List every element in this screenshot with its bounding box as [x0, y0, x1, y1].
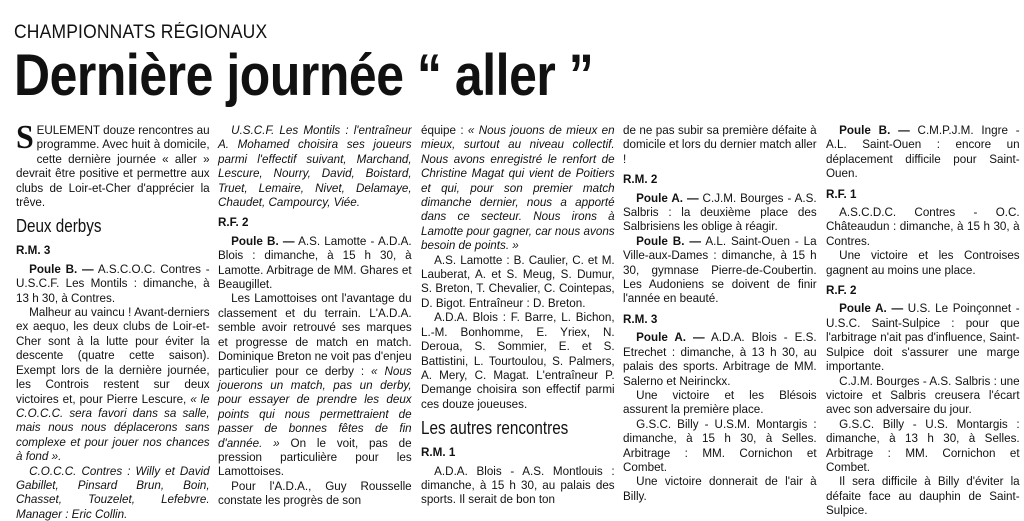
roster-paragraph: C.O.C.C. Contres : Willy et David Gabillet, Pinsard Brun, Boin, Chasset, Touzelet, Lefebvre. Manager : Eric Collin. [16, 463, 210, 521]
intro-upper: EULEMENT [36, 123, 100, 137]
body-paragraph [16, 305, 210, 463]
roster-paragraph: A.D.A. Blois : F. Barre, L. Bichon, L.-M. Bonhomme, E. Yriex, N. Deroua, S. Sommier, E. et S. Battistini, L. Tourtoulou, S. Palmers, A. Mery, C. Magat. L'entraîneur P. Demange choisira son effectif parmi ces douze joueuses. [421, 310, 615, 411]
body-paragraph: C.J.M. Bourges - A.S. Salbris : une victoire et Salbris creusera l'écart avec son adversaire du jour. [826, 373, 1020, 417]
intro-paragraph [16, 119, 210, 210]
match-paragraph [623, 234, 817, 306]
body-paragraph [421, 123, 615, 253]
match-paragraph: A.D.A. Blois - A.S. Montlouis : dimanche, à 15 h 30, au palais des sports. Il serait de bon ton [421, 463, 615, 507]
body-paragraph [218, 291, 412, 478]
body-text: Les Lamottoises ont l'avantage du classement et du terrain. L'A.D.A. semble avoir retrouvé ses marques et progresse de match en match. Dominique Breton ne voit pas d'enjeu particulier pour ce derby : [218, 291, 412, 378]
match-text: A.S.C.O.C. Contres - U.S.C.F. Les Montils : dimanche, à 13 h 30, à Contres. [16, 261, 210, 305]
quote-text: « Nous jouerons un match, pas un derby, pour essayer de prendre les deux points qui nous permettraient de passer de bonnes fêtes de fin d'année. » [218, 363, 412, 450]
match-paragraph [16, 262, 210, 305]
division-label: R.F. 2 [826, 283, 857, 298]
article-column-4 [623, 123, 817, 503]
division-label: R.M. 1 [421, 445, 456, 460]
division-label: R.F. 1 [826, 186, 857, 201]
match-text: C.J.M. Bourges - A.S. Salbris : la deuxième place des Salbrisiens les oblige à réagir. [623, 190, 817, 234]
poule-label: Poule A. — [636, 330, 705, 345]
poule-label: Poule B. — [636, 233, 702, 248]
match-text: A.S. Lamotte - A.D.A. Blois : dimanche, à 15 h 30, à Lamotte. Arbitrage de MM. Ghares et Beaugillet. [218, 233, 412, 292]
roster-paragraph: U.S.C.F. Les Montils : l'entraîneur A. Mohamed choisira ses joueurs parmi l'effectif suivant, Marchand, Lescure, Nourry, David, Boistard, Truet, Lemaire, Nivet, Delamaye, Chaudet, Campourcy, Viée. [218, 123, 412, 210]
intro-text: douze rencontres au programme. Avec huit à domicile, cette dernière journée « aller » devrait être positive et permettre aux clubs de Loir-et-Cher d'apprécier la trêve. [16, 123, 210, 210]
match-text: C.M.P.J.M. Ingre - A.L. Saint-Ouen : encore un déplacement difficile pour Saint-Ouen. [826, 123, 1020, 181]
body-paragraph: Il sera difficile à Billy d'éviter la défaite face au dauphin de Saint-Sulpice. [826, 474, 1020, 518]
match-paragraph: G.S.C. Billy - U.S. Montargis : dimanche, à 13 h 30, à Selles. Arbitrage : MM. Cornichon et Combet. [826, 416, 1020, 474]
body-text: On le voit, pas de pression particulière pour les Lamottoises. [218, 435, 412, 479]
poule-label: Poule A. — [839, 301, 904, 316]
poule-label: Poule B. — [29, 261, 94, 276]
roster-paragraph: A.S. Lamotte : B. Caulier, C. et M. Lauberat, A. et S. Meug, S. Dumur, S. Breton, T. Chevalier, C. Cointepas, D. Bigot. Entraîneur : D. Breton. [421, 252, 615, 310]
division-label: R.M. 3 [16, 243, 51, 258]
article-column-5 [826, 123, 1020, 518]
body-paragraph: de ne pas subir sa première défaite à domicile et lors du dernier match aller ! [623, 123, 817, 166]
body-paragraph: Une victoire et les Controises gagnent au moins une place. [826, 248, 1020, 277]
body-text: Malheur au vaincu ! Avant-derniers ex aequo, les deux clubs de Loir-et-Cher sont à la lutte pour éviter la descente (quatre cette saison). Exempt lors de la dernière journée, les Controis restent sur deux victoires et, pour Pierre Lescure, [16, 305, 210, 406]
match-paragraph [826, 123, 1020, 181]
division-label: R.M. 2 [623, 172, 658, 187]
match-paragraph: A.S.C.D.C. Contres - O.C. Châteaudun : dimanche, à 15 h 30, à Contres. [826, 205, 1020, 248]
match-paragraph [623, 330, 817, 388]
match-text: A.D.A. Blois - E.S. Etrechet : dimanche, à 13 h 30, au palais des sports. Arbitrage de MM. Salerno et Neirinckx. [623, 330, 817, 388]
body-paragraph: Pour l'A.D.A., Guy Rousselle constate les progrès de son [218, 478, 412, 508]
match-paragraph: G.S.C. Billy - U.S.M. Montargis : dimanche, à 15 h 30, à Selles. Arbitrage : MM. Cornichon et Combet. [623, 416, 817, 474]
body-paragraph: Une victoire et les Blésois assurent la première place. [623, 387, 817, 417]
poule-label: Poule B. — [231, 233, 295, 248]
match-paragraph [218, 234, 412, 292]
poule-label: Poule A. — [636, 190, 699, 205]
article-column-2 [218, 123, 412, 508]
subhead-autres-rencontres: Les autres rencontres [421, 418, 569, 439]
division-label: R.F. 2 [218, 215, 249, 230]
drop-cap: S [16, 119, 34, 156]
subhead-deux-derbys: Deux derbys [16, 216, 102, 237]
body-paragraph: Une victoire donnerait de l'air à Billy. [623, 474, 817, 503]
poule-label: Poule B. — [839, 123, 910, 137]
headline: Dernière journée “ aller ” [14, 43, 594, 108]
match-text: U.S. Le Poinçonnet - U.S.C. Saint-Sulpice : pour que l'arbitrage n'ait pas d'influence, Saint-Sulpice doit s'assurer une marge importante. [826, 301, 1020, 374]
quote-text: « le C.O.C.C. sera favori dans sa salle, mais nous nous déplacerons sans complexe et pour jouer nos chances à fond ». [16, 391, 210, 464]
article-column-3 [421, 123, 615, 507]
body-text: équipe : [421, 123, 464, 137]
match-paragraph [623, 191, 817, 234]
section-kicker: CHAMPIONNATS RÉGIONAUX [14, 22, 268, 43]
article-column-1 [16, 119, 210, 521]
quote-text: « Nous jouons de mieux en mieux, surtout au niveau collectif. Nous avons enregistré le renfort de Christine Magat qui vient de Poitiers et qui, pour son premier match dimanche dernier, nous a apporté dans ce secteur. Nous irons à Lamotte pour gagner, car nous avons besoin de points. » [421, 123, 615, 253]
match-paragraph [826, 301, 1020, 373]
division-label: R.M. 3 [623, 311, 658, 326]
match-text: A.L. Saint-Ouen - La Ville-aux-Dames : dimanche, à 15 h 30, gymnase Pierre-de-Coubertin. Les Audoniens se doivent de finir l'année en beauté. [623, 233, 817, 306]
